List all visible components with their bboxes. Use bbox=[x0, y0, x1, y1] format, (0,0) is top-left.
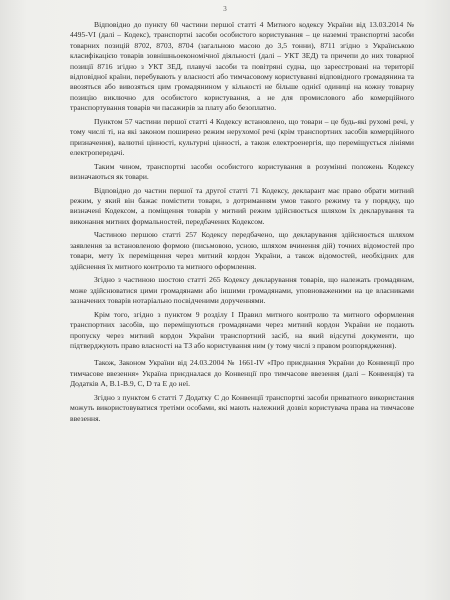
paragraph-article-71: Відповідно до частин першої та другої статті 71 Кодексу, декларант має право обрати митний режим, у який він бажає помістити товари, з дотриманням умов такого режиму та у порядку, що визначені Кодексом, а поміщення товарів у митний режим здійснюється шляхом їх декларування та виконання митних формальностей, передбачених Кодексом. bbox=[70, 185, 414, 226]
paragraph-annex-c: Згідно з пунктом 6 статті 7 Додатку С до Конвенції транспортні засоби приватного використання можуть використовуватися третіми особами, які мають належний дозвіл користувача права на тимчасове ввезення. bbox=[70, 392, 414, 423]
page-number: 3 bbox=[223, 5, 227, 13]
paragraph-goods-definition: Пунктом 57 частини першої статті 4 Кодексу встановлено, що товари – це будь-які рухомі речі, у тому числі ті, на які законом поширено режим нерухомої речі (крім транспортних засобів комерційного призначення), валютні цінності, культурні цінності, а також електроенергія, що переміщується лініями електропередачі. bbox=[70, 116, 414, 158]
paragraph-convention-law: Також, Законом України від 24.03.2004 № 1661-IV «Про приєднання України до Конвенції про тимчасове ввезення» Україна приєдналася до Конвенції про тимчасове ввезення (далі – Конвенція) та Додатків А, В.1-В.9, С, D та Е до неї. bbox=[70, 358, 414, 389]
paragraph-article-257: Частиною першою статті 257 Кодексу передбачено, що декларування здійснюється шляхом заявлення за встановленою формою (письмовою, усною, шляхом вчинення дій) точних відомостей про товари, мету їх переміщення через митний кордон України, а також відомостей, необхідних для здійснення їх митного контролю та митного оформлення. bbox=[70, 230, 414, 271]
paragraph-conclusion: Таким чином, транспортні засоби особистого користування в розумінні положень Кодексу визначаються як товари. bbox=[70, 161, 414, 182]
paragraph-customs-definition: Відповідно до пункту 60 частини першої статті 4 Митного кодексу України від 13.03.2014 № 4495-VI (далі – Кодекс), транспортні засоби особистого користування – це наземні транспортні засоби товарних позицій 8702, 8703, 8704 (загальною масою до 3,5 тонни), 8711 згідно з Українською класифікацією товарів зовнішньоекономічної діяльності (далі – УКТ ЗЕД) та причепи до них товарної позиції 8716 згідно з УКТ ЗЕД, плавучі засоби та повітряні судна, що зареєстровані на території відповідної країни, перебувають у власності або тимчасовому користуванні відповідного громадянина та ввозяться або вивозяться цим громадянином у кількості не більше однієї одиниці на кожну товарну позицію виключно для особистого користування, а не для промислового або комерційного транспортування товарів чи пасажирів за плату або безоплатно. bbox=[70, 20, 414, 113]
paragraph-rules-section-1: Крім того, згідно з пунктом 9 розділу І Правил митного контролю та митного оформлення транспортних засобів, що переміщуються громадянами через митний кордон України не подають пропуску через митний кордон України транспортний засіб, на який відсутні документи, що підтверджують право власності на ТЗ або користування ним (у тому числі з правом розпорядження). bbox=[70, 309, 414, 350]
document-body bbox=[70, 20, 414, 427]
paragraph-article-265: Згідно з частиною шостою статті 265 Кодексу декларування товарів, що належать громадянам, може здійснюватися цими громадянами або іншими громадянами, уповноваженими на це власниками зазначених товарів нотаріально посвідченими дорученнями. bbox=[70, 275, 414, 306]
